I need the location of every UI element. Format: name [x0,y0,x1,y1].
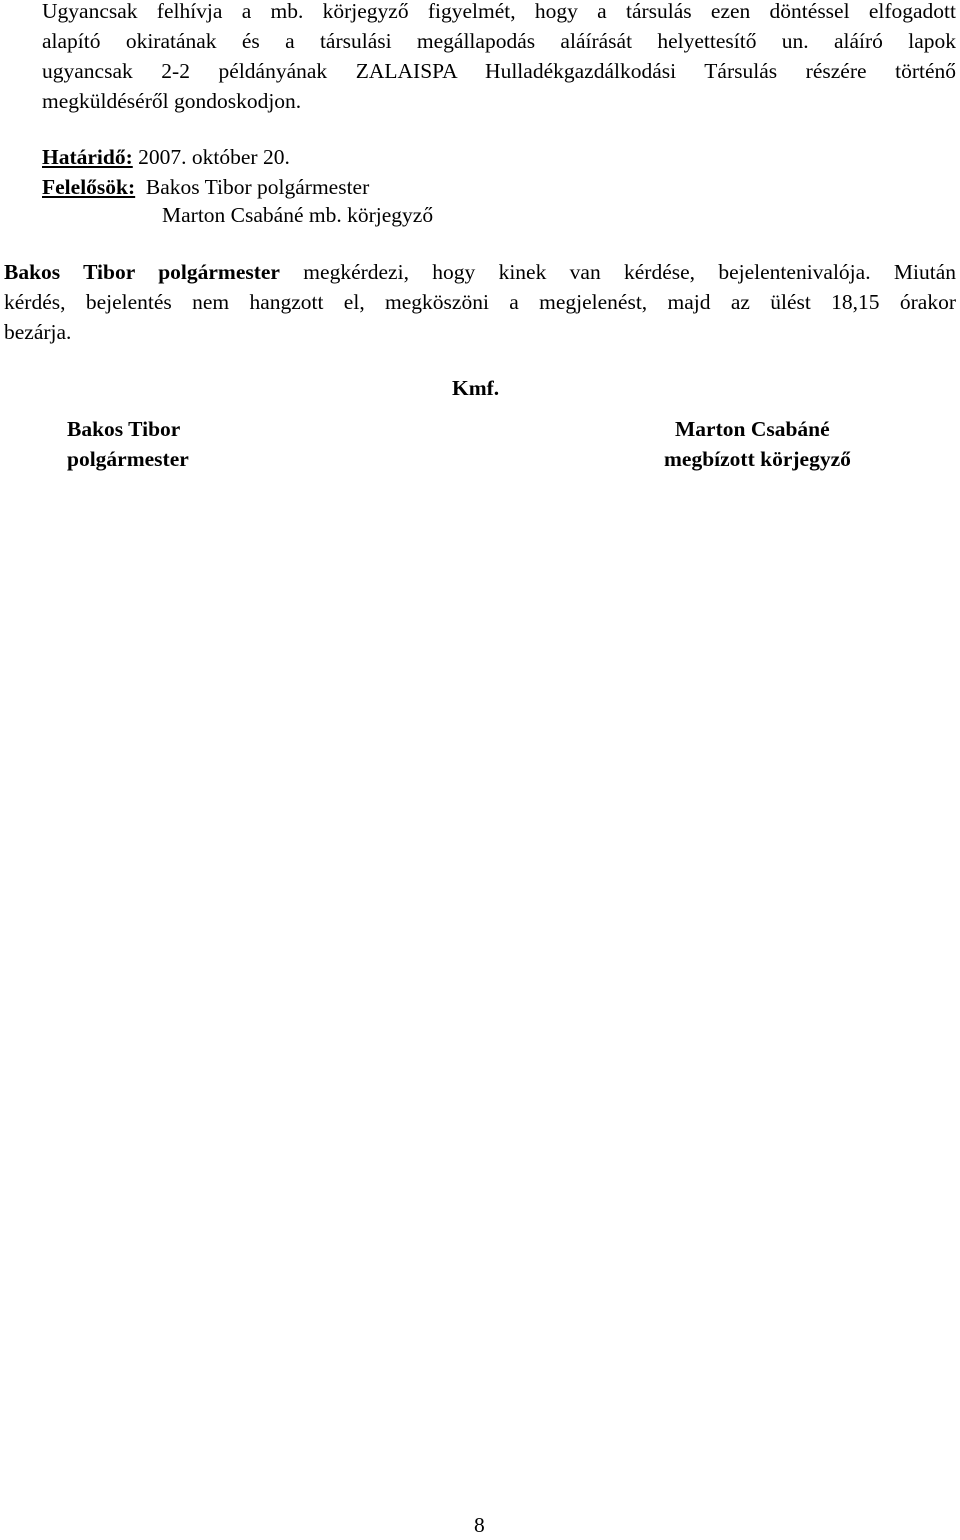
signature-right-title: megbízott körjegyző [664,447,851,471]
responsible-person-1: Bakos Tibor polgármester [135,175,370,199]
responsible-person-2: Marton Csabáné mb. körjegyző [162,203,434,227]
closing-line: kérdés, bejelentés nem hangzott el, megköszöni a megjelenést, majd az ülést 18,15 órakor [4,290,956,314]
signature-right-name: Marton Csabáné [675,417,830,441]
kmf-label: Kmf. [452,376,500,400]
signature-left-name: Bakos Tibor [67,417,181,441]
closing-line: bezárja. [4,320,72,344]
deadline-value: 2007. október 20. [132,145,290,169]
closing-line [4,257,956,287]
intro-line: alapító okiratának és a társulási megállapodás aláírását helyettesítő un. aláíró lapok [42,29,956,53]
intro-line: megküldéséről gondoskodjon. [42,89,302,113]
responsible-label: Felelősök: [42,175,136,199]
intro-line: ugyancsak 2-2 példányának ZALAISPA Hulladékgazdálkodási Társulás részére történő [42,59,956,83]
signature-left-title: polgármester [67,447,189,471]
page-number: 8 [474,1513,485,1537]
deadline-label: Határidő: [42,145,133,169]
deadline-line [42,142,290,172]
closing-paragraph [4,257,956,347]
closing-line-1-rest: megkérdezi, hogy kinek van kérdése, bejelentenivalója. Miután [279,260,956,284]
signature-left [67,414,189,474]
intro-line: Ugyancsak felhívja a mb. körjegyző figyelmét, hogy a társulás ezen döntéssel elfogadott [42,0,956,23]
responsible-line [42,172,369,202]
closing-speaker: Bakos Tibor polgármester [4,260,280,284]
intro-paragraph [42,0,956,116]
